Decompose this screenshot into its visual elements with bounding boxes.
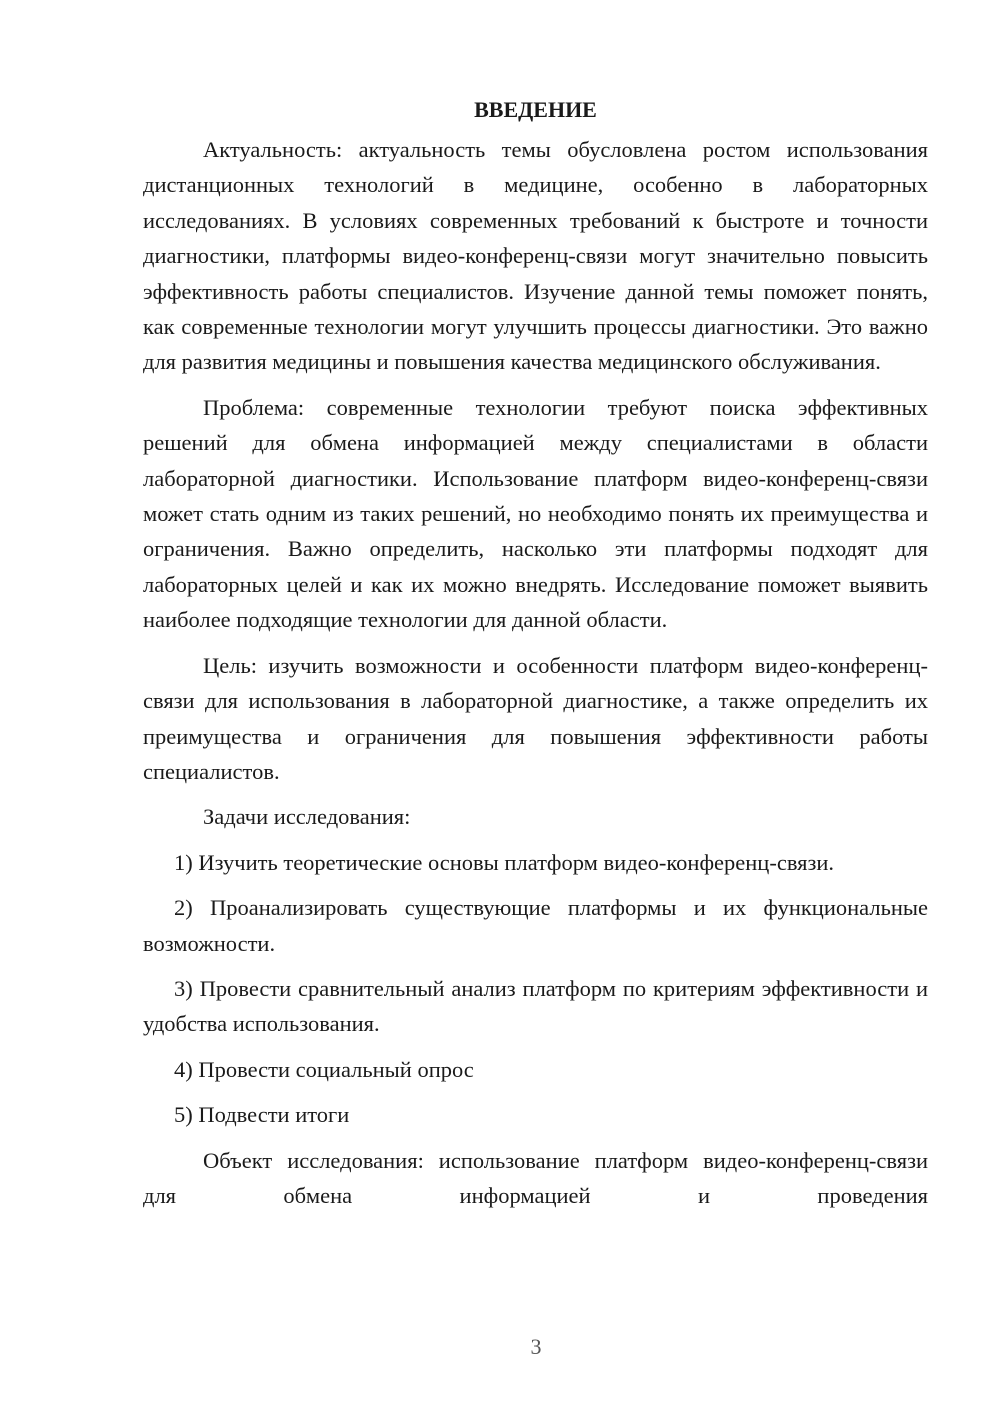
tasks-heading: Задачи исследования: bbox=[203, 804, 411, 830]
task-item-2: 2) Проанализировать существующие платформы и их функциональные возможности. bbox=[143, 895, 928, 956]
page-number: 3 bbox=[530, 1334, 542, 1359]
relevance-paragraph: Актуальность: актуальность темы обусловлена ростом использования дистанционных технологий в медицине, особенно в лабораторных исследованиях. В условиях современных требований к быстроте и точности диагностики, платформы видео-конференц-связи могут значительно повысить эффективность работы специалистов. Изучение данной темы поможет понять, как современные технологии могут улучшить процессы диагностики. Это важно для развития медицины и повышения качества медицинского обслуживания. bbox=[143, 137, 928, 375]
task-item-3: 3) Провести сравнительный анализ платформ по критериям эффективности и удобства использования. bbox=[143, 975, 928, 1037]
object-paragraph: Объект исследования: использование платформ видео-конференц-связи для обмена информацией и проведения bbox=[143, 1147, 928, 1208]
page-content bbox=[143, 94, 928, 1223]
goal-paragraph: Цель: изучить возможности и особенности платформ видео-конференц-связи для использования в лабораторной диагностике, а также определить их преимущества и ограничения для повышения эффективности работы специалистов. bbox=[143, 652, 928, 784]
task-item-4: 4) Провести социальный опрос bbox=[174, 1056, 474, 1082]
page-title: ВВЕДЕНИЕ bbox=[474, 97, 597, 122]
task-item-5: 5) Подвести итоги bbox=[174, 1102, 350, 1128]
problem-paragraph: Проблема: современные технологии требуют поиска эффективных решений для обмена информацией между специалистами в области лабораторной диагностики. Использование платформ видео-конференц-связи может стать одним из таких решений, но необходимо понять их преимущества и ограничения. Важно определить, насколько эти платформы подходят для лабораторных целей и как их можно внедрять. Исследование поможет выявить наиболее подходящие технологии для данной области. bbox=[143, 394, 928, 633]
task-item-1: 1) Изучить теоретические основы платформ видео-конференц-связи. bbox=[174, 849, 835, 875]
